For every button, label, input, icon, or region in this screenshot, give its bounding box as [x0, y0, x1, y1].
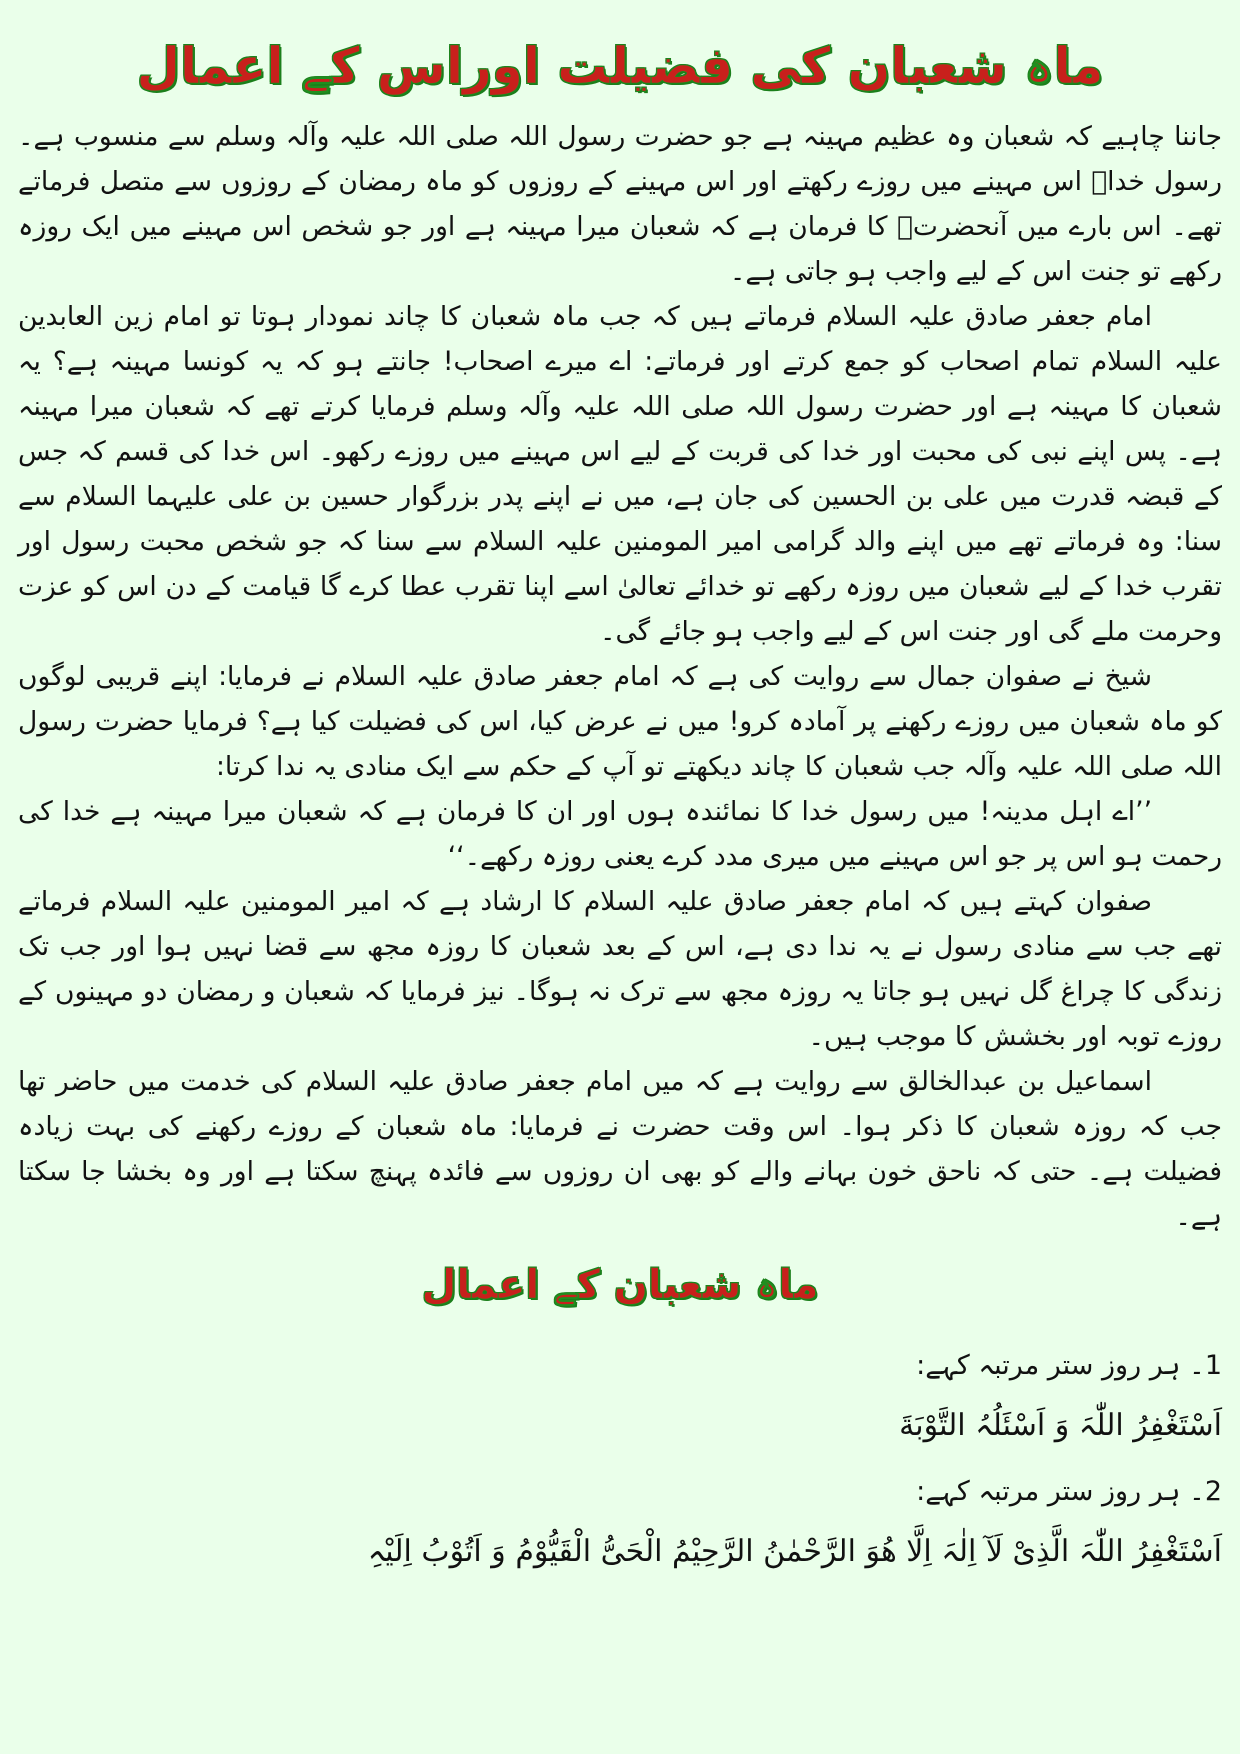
quote-munadi: ’’اے اہل مدینہ! میں رسول خدا کا نمائندہ ہوں اور ان کا فرمان ہے کہ شعبان میرا مہینہ ہے خدا کی رحمت ہو اس پر جو اس مہینے میں میری مدد کرے یعنی روزہ رکھے۔‘‘	[18, 796, 1222, 872]
item-arabic-text: اَسْتَغْفِرُ اللّٰہَ وَ اَسْئَلُہُ التَّوْبَةَ	[899, 1408, 1222, 1443]
main-title: ماہ شعبان کی فضیلت اوراس کے اعمال	[136, 37, 1104, 95]
list-item	[18, 1337, 1222, 1457]
paragraph-intro: جاننا چاہیے کہ شعبان وہ عظیم مہینہ ہے جو حضرت رسول اللہ صلی اللہ علیہ وآلہ وسلم سے منسوب ہے۔ رسول خداؐ اس مہینے میں روزے رکھتے اور اس مہینے کے روزوں کو ماہ رمضان کے روزوں سے متصل فرماتے تھے۔ اس بارے میں آنحضرتؐ کا فرمان ہے کہ شعبان میرا مہینہ ہے اور جو شخص اس مہینے میں ایک روزہ رکھے تو جنت اس کے لیے واجب ہو جاتی ہے۔	[18, 121, 1222, 287]
item-label: 1۔ ہر روز ستر مرتبہ کہے:	[916, 1350, 1222, 1381]
paragraph-safwan-narration: شیخ نے صفوان جمال سے روایت کی ہے کہ امام جعفر صادق علیہ السلام نے فرمایا: اپنے قریبی لوگوں کو ماہ شعبان میں روزے رکھنے پر آمادہ کرو! میں نے عرض کیا، اس کی فضیلت کیا ہے؟ فرمایا حضرت رسول اللہ صلی اللہ علیہ وآلہ جب شعبان کا چاند دیکھتے تو آپ کے حکم سے ایک منادی یہ ندا کرتا:	[18, 661, 1222, 782]
document-body	[18, 114, 1222, 1239]
amaal-list	[18, 1337, 1222, 1583]
item-arabic-text: اَسْتَغْفِرُ اللّٰہَ الَّذِیْ لَآ اِلٰہَ اِلَّا ھُوَ الرَّحْمٰنُ الرَّحِیْمُ الْحَیُّ الْقَیُّوْمُ وَ اَتُوْبُ اِلَیْہِ	[367, 1534, 1222, 1569]
paragraph-ismail: اسماعیل بن عبدالخالق سے روایت ہے کہ میں امام جعفر صادق علیہ السلام کی خدمت میں حاضر تھا جب کہ روزہ شعبان کا ذکر ہوا۔ اس وقت حضرت نے فرمایا: ماہ شعبان کے روزے رکھنے کی بہت زیادہ فضیلت ہے۔ حتی کہ ناحق خون بہانے والے کو بھی ان روزوں سے فائدہ پہنچ سکتا ہے اور وہ بخشا جا سکتا ہے۔	[18, 1066, 1222, 1232]
section-title-amaal: ماہ شعبان کے اعمال	[421, 1262, 819, 1308]
paragraph-safwan-says: صفوان کہتے ہیں کہ امام جعفر صادق علیہ السلام کا ارشاد ہے کہ امیر المومنین علیہ السلام فرماتے تھے جب سے منادی رسول نے یہ ندا دی ہے، اس کے بعد شعبان کا روزہ مجھ سے قضا نہیں ہوا اور جب تک زندگی کا چراغ گل نہیں ہو جاتا یہ روزہ مجھ سے ترک نہ ہوگا۔ نیز فرمایا کہ شعبان و رمضان دو مہینوں کے روزے توبہ اور بخشش کا موجب ہیں۔	[18, 886, 1222, 1052]
paragraph-imam-jafar: امام جعفر صادق علیہ السلام فرماتے ہیں کہ جب ماہ شعبان کا چاند نمودار ہوتا تو امام زین العابدین علیہ السلام تمام اصحاب کو جمع کرتے اور فرماتے: اے میرے اصحاب! جانتے ہو کہ یہ کونسا مہینہ ہے؟ یہ شعبان کا مہینہ ہے اور حضرت رسول اللہ صلی اللہ علیہ وآلہ وسلم فرمایا کرتے تھے کہ شعبان میرا مہینہ ہے۔ پس اپنے نبی کی محبت اور خدا کی قربت کے لیے اس مہینے میں روزے رکھو۔ اس خدا کی قسم کہ جس کے قبضہ قدرت میں علی بن الحسین کی جان ہے، میں نے اپنے پدر بزرگوار حسین بن علی علیہما السلام سے سنا: وہ فرماتے تھے میں اپنے والد گرامی امیر المومنین علیہ السلام سے سنا کہ جو شخص محبت رسول اور تقرب خدا کے لیے شعبان میں روزہ رکھے تو خدائے تعالیٰ اسے اپنا تقرب عطا کرے گا قیامت کے دن اس کو عزت وحرمت ملے گی اور جنت اس کے لیے واجب ہو جائے گی۔	[18, 301, 1222, 647]
document-page	[18, 0, 1222, 1754]
item-label: 2۔ ہر روز ستر مرتبہ کہے:	[916, 1476, 1222, 1507]
list-item	[18, 1463, 1222, 1583]
